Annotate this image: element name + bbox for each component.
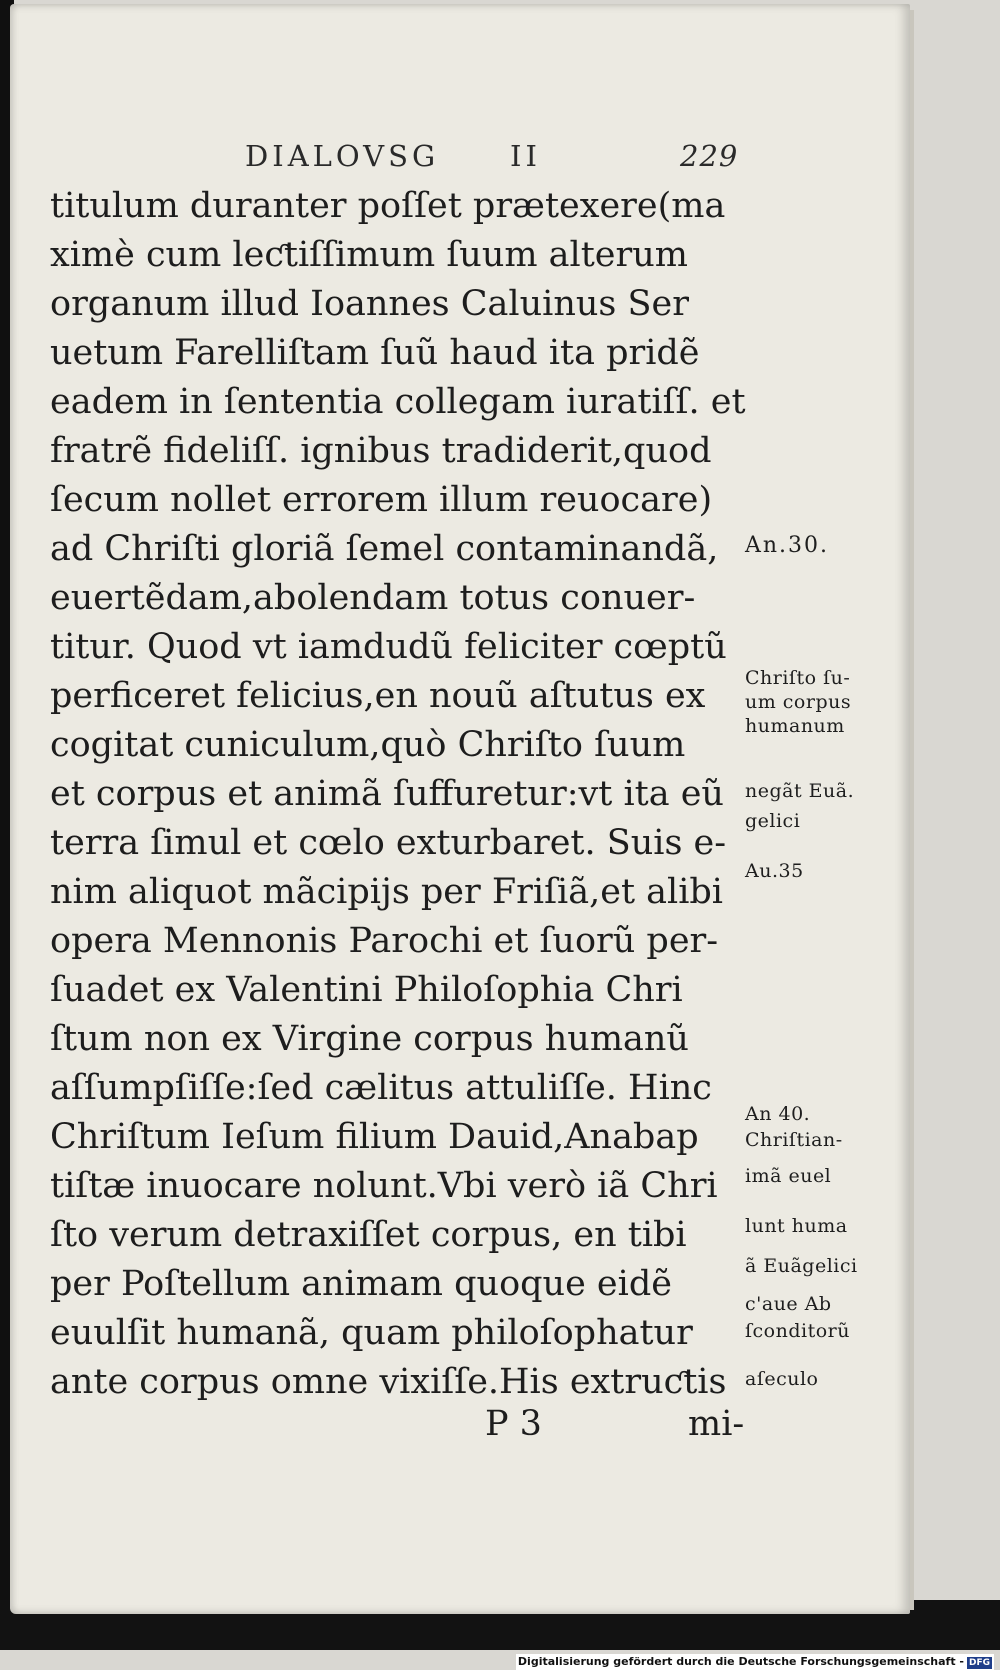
text-line: ſuadet ex Valentini Philoſophia Chri: [50, 970, 683, 1010]
margin-note: imã euel: [745, 1165, 832, 1187]
text-line: per Poſtellum animam quoque eidẽ: [50, 1264, 672, 1304]
catchword-line: [10, 1404, 910, 1454]
text-line: cogitat cuniculum,quò Chriſto ſuum: [50, 725, 686, 765]
margin-note: Au.35: [745, 860, 804, 882]
text-line: titur. Quod vt iamdudũ feliciter cœptũ: [50, 627, 727, 667]
margin-note: aſeculo: [745, 1368, 819, 1390]
margin-note: c'aue Ab: [745, 1293, 832, 1315]
page-number: 229: [680, 139, 739, 173]
text-line: euertẽdam,abolendam totus conuer-: [50, 578, 696, 618]
margin-note: Chriſto ſu-: [745, 667, 851, 689]
margin-note: ã Euãgelici: [745, 1255, 858, 1277]
digitization-credit: [516, 1654, 994, 1670]
text-line: fratrẽ fideliſſ. ignibus tradiderit,quod: [50, 431, 712, 471]
catchword: mi-: [688, 1404, 745, 1444]
text-line: euulſit humanã, quam philoſophatur: [50, 1313, 693, 1353]
margin-note: lunt huma: [745, 1215, 848, 1237]
margin-note: An.30.: [745, 533, 830, 558]
text-line: ante corpus omne vixiſſe.His extruƈtis: [50, 1362, 727, 1402]
text-line: tiſtæ inuocare nolunt.Vbi verò iã Chri: [50, 1166, 718, 1206]
text-line: opera Mennonis Parochi et ſuorũ per-: [50, 921, 719, 961]
text-line: terra ſimul et cœlo exturbaret. Suis e-: [50, 823, 727, 863]
text-line: ſto verum detraxiſſet corpus, en tibi: [50, 1215, 687, 1255]
text-line: ſecum nollet errorem illum reuocare): [50, 480, 713, 520]
running-head-number: II: [510, 139, 541, 173]
text-line: organum illud Ioannes Caluinus Ser: [50, 284, 689, 324]
text-line: ximè cum leƈtiſſimum ſuum alterum: [50, 235, 688, 275]
margin-note: gelici: [745, 810, 801, 832]
margin-notes: [10, 4, 910, 1614]
text-line: eadem in ſententia collegam iuratiſſ. et: [50, 382, 746, 422]
margin-note: Chriſtian-: [745, 1129, 843, 1151]
text-line: perficeret felicius,en nouũ aſtutus ex: [50, 676, 706, 716]
margin-note: um corpus: [745, 691, 852, 713]
margin-note: humanum: [745, 715, 845, 737]
text-line: Chriſtum Ieſum filium Dauid,Anabap: [50, 1117, 699, 1157]
text-line: titulum duranter poſſet prætexere(ma: [50, 186, 726, 226]
dfg-logo: DFG: [968, 1658, 990, 1668]
text-line: uetum Farelliſtam ſuũ haud ita pridẽ: [50, 333, 700, 373]
credit-text: Digitalisierung gefördert durch die Deutsche Forschungsgemeinschaft -: [517, 1655, 964, 1668]
text-line: et corpus et animã ſuffuretur:vt ita eũ: [50, 774, 724, 814]
margin-note: negãt Euã.: [745, 780, 855, 802]
margin-note: An 40.: [745, 1103, 811, 1125]
text-line: nim aliquot mãcipijs per Friſiã,et alibi: [50, 872, 723, 912]
running-head-title: DIALOVSG: [245, 139, 440, 173]
text-line: ad Chriſti gloriã ſemel contaminandã,: [50, 529, 719, 569]
text-line: aſſumpſiſſe:ſed cælitus attuliſſe. Hinc: [50, 1068, 712, 1108]
text-line: ſtum non ex Virgine corpus humanũ: [50, 1019, 689, 1059]
signature-mark: P 3: [485, 1404, 542, 1444]
margin-note: ſconditorũ: [745, 1320, 850, 1342]
book-page: [10, 4, 910, 1614]
